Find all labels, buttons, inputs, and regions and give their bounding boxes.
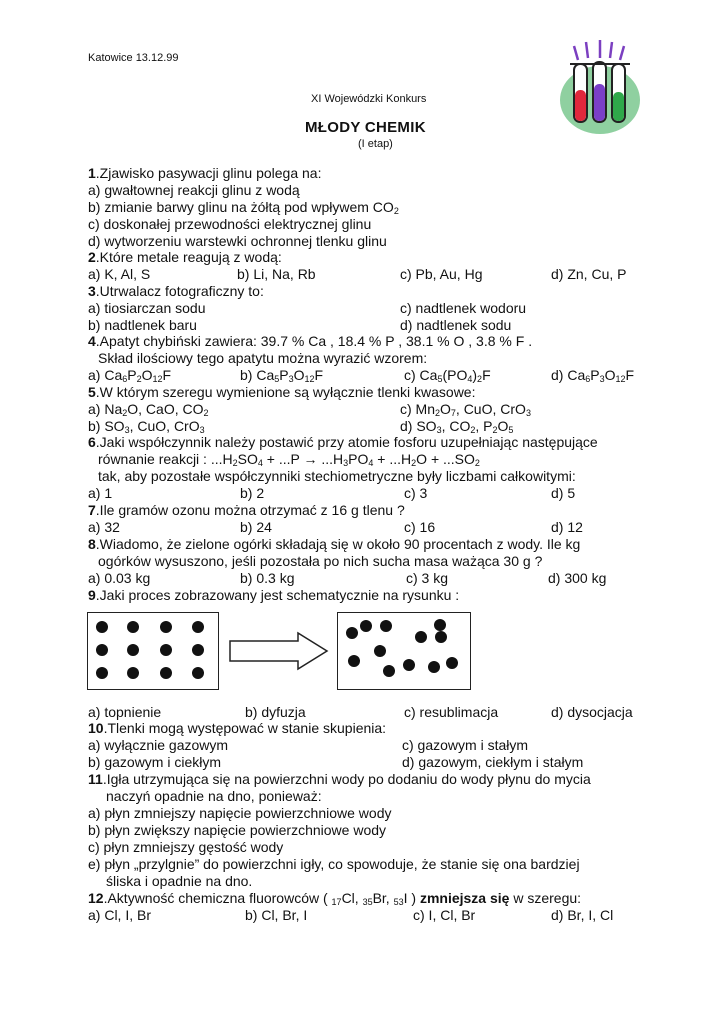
q5-option-a: a) $Na_2O$, CaO, $CO_2$ [88,401,209,418]
q3-option-b: b) nadtlenek baru [88,317,197,333]
particle [127,621,139,633]
q5-option-d: d) $SO_3$, $CO_2$, $P_2O_5$ [400,418,514,435]
q8-option-b: b) 0.3 kg [240,570,295,586]
question-text: .Igła utrzymująca się na powierzchni wody po dodaniu do wody płynu do mycia [102,771,591,787]
particle [415,631,427,643]
q2-option-c: c) Pb, Au, Hg [400,266,483,282]
subscript: 2 [393,206,399,216]
particle [192,621,204,633]
q8-option-c: c) 3 kg [406,570,449,586]
q4-option-b: b) $Ca_5P_3O_{12}F$ [240,367,324,384]
q10-option-c: c) gazowym i stałym [402,737,529,753]
q12-option-a: a) Cl, I, Br [88,907,152,923]
particle [346,627,358,639]
q8-option-d: d) 300 kg [548,570,607,586]
particle [192,667,204,679]
q6-option-d: d) 5 [551,485,576,501]
q4-option-a: a) $Ca_6P_2O_{12}F$ [88,367,172,384]
q9-option-d: d) dysocjacja [551,704,633,720]
question-10 [88,720,386,737]
particle [96,667,108,679]
question-text: .W którym szeregu wymienione są wyłącznie tlenki kwasowe: [95,384,476,400]
particle [160,644,172,656]
question-number: 11 [88,771,103,787]
q5-option-c: c) $Mn_2O_7$, CuO, CrO$_3$ [400,401,531,418]
question-number: 5 [88,384,96,400]
question-9 [88,587,459,604]
question-text: .Utrwalacz fotograficzny to: [95,283,264,299]
disordered-particles-box [337,612,471,690]
question-6-line-3: tak, aby pozostałe współczynniki stechiometryczne były liczbami całkowitymi: [98,468,576,484]
q9-option-b: b) dyfuzja [245,704,306,720]
question-number: 8 [88,536,96,552]
q11-option-a: a) płyn zmniejszy napięcie powierzchniowe wody [88,805,392,821]
question-number: 9 [88,587,96,603]
question-number: 3 [88,283,96,299]
question-number: 1 [88,165,96,181]
q3-option-c: c) nadtlenek wodoru [400,300,527,316]
question-11 [88,771,591,788]
contest-name: XI Wojewódzki Konkurs [311,93,427,105]
question-number: 12 [88,890,104,906]
q10-option-a: a) wyłącznie gazowym [88,737,229,753]
ordered-particles-box [87,612,219,690]
q8-option-a: a) 0.03 kg [88,570,151,586]
question-text: .Wiadomo, że zielone ogórki składają się w około 90 procentach z wody. Ile kg [95,536,581,552]
question-text: .Jaki proces zobrazowany jest schematycznie na rysunku : [95,587,460,603]
q7-option-a: a) 32 [88,519,120,535]
particle [96,644,108,656]
question-number: 2 [88,249,96,265]
date: Katowice 13.12.99 [88,52,179,64]
particle [160,667,172,679]
q12-option-c: c) I, Cl, Br [413,907,476,923]
q4-option-d: d) $Ca_6P_3O_{12}F$ [551,367,635,384]
particle [348,655,360,667]
particle [160,621,172,633]
question-number: 10 [88,720,104,736]
q9-option-c: c) resublimacja [404,704,499,720]
question-text: .Ile gramów ozonu można otrzymać z 16 g tlenu ? [95,502,405,518]
q2-option-d: d) Zn, Cu, P [551,266,627,282]
particle [383,665,395,677]
question-8 [88,536,580,553]
option-text: b) zmianie barwy glinu na żółtą pod wpływem CO [88,199,394,215]
question-4-line-2: Skład ilościowy tego apatytu można wyrazić wzorem: [98,350,428,366]
question-2 [88,249,282,266]
particle [192,644,204,656]
particle [434,619,446,631]
q12-option-b: b) Cl, Br, I [245,907,308,923]
question-number: 4 [88,333,96,349]
q7-option-b: b) 24 [240,519,272,535]
emphasis: zmniejsza się [419,890,510,906]
page-title: MŁODY CHEMIK [305,119,426,136]
q10-option-b: b) gazowym i ciekłym [88,754,222,770]
q12-option-d: d) Br, I, Cl [551,907,614,923]
q1-option-c: c) doskonałej przewodności elektrycznej glinu [88,216,372,232]
particle [127,667,139,679]
particle [374,645,386,657]
particle [127,644,139,656]
reaction-equation: równanie reakcji : $...H_2SO_4 + ...P \to ...H_3PO_4 + ...H_2O + ...SO_2$ [98,451,480,468]
particle [435,631,447,643]
q7-option-c: c) 16 [404,519,436,535]
question-4 [88,333,532,350]
q11-option-c: c) płyn zmniejszy gęstość wody [88,839,284,855]
q11-option-b: b) płyn zwiększy napięcie powierzchniowe wody [88,822,387,838]
particle [96,621,108,633]
q1-option-a: a) gwałtownej reakcji glinu z wodą [88,182,300,198]
question-7 [88,502,405,519]
question-text: .Które metale reagują z wodą: [95,249,282,265]
particle [403,659,415,671]
question-1 [88,165,321,182]
q11-option-e-line-2: śliska i opadnie na dno. [106,873,253,889]
question-text: .Zjawisko pasywacji glinu polega na: [95,165,322,181]
q2-option-a: a) K, Al, S [88,266,151,282]
q6-option-b: b) 2 [240,485,265,501]
question-5 [88,384,476,401]
q9-option-a: a) topnienie [88,704,162,720]
question-text: .Apatyt chybiński zawiera: 39.7 % Ca , 18.4 % P , 38.1 % O , 3.8 % F . [95,333,533,349]
q4-option-c: c) $Ca_5(PO_4)_2F$ [404,367,491,384]
q3-option-d: d) nadtlenek sodu [400,317,512,333]
question-6 [88,434,598,451]
q2-option-b: b) Li, Na, Rb [237,266,316,282]
question-3 [88,283,264,300]
q6-option-a: a) 1 [88,485,113,501]
question-number: 6 [88,434,96,450]
question-text: .Tlenki mogą występować w stanie skupienia: [103,720,387,736]
q1-option-b [88,199,399,216]
particle [428,661,440,673]
q7-option-d: d) 12 [551,519,583,535]
q1-option-d: d) wytworzeniu warstewki ochronnej tlenku glinu [88,233,387,249]
q11-option-e: e) płyn „przylgnie” do powierzchni igły, co spowoduje, że stanie się ona bardziej [88,856,580,872]
question-8-line-2: ogórków wysuszono, jeśli pozostała po nich sucha masa ważąca 30 g ? [98,553,543,569]
question-number: 7 [88,502,96,518]
q6-option-c: c) 3 [404,485,428,501]
question-11-line-2: naczyń opadnie na dno, ponieważ: [106,788,322,804]
particle [446,657,458,669]
particle [360,620,372,632]
q5-option-b: b) $SO_3$, CuO, CrO$_3$ [88,418,205,435]
question-text: .Jaki współczynnik należy postawić przy atomie fosforu uzupełniając następujące [95,434,598,450]
question-12: 12.Aktywność chemiczna fluorowców ( $_{17}$Cl, $_{35}$Br, $_{53}$I ) zmniejsza się w szeregu: [88,890,582,907]
arrow-icon [228,631,330,671]
q3-option-a: a) tiosiarczan sodu [88,300,206,316]
test-tubes-icon [552,40,648,136]
particle [380,620,392,632]
stage: (I etap) [358,138,393,150]
q10-option-d: d) gazowym, ciekłym i stałym [402,754,584,770]
